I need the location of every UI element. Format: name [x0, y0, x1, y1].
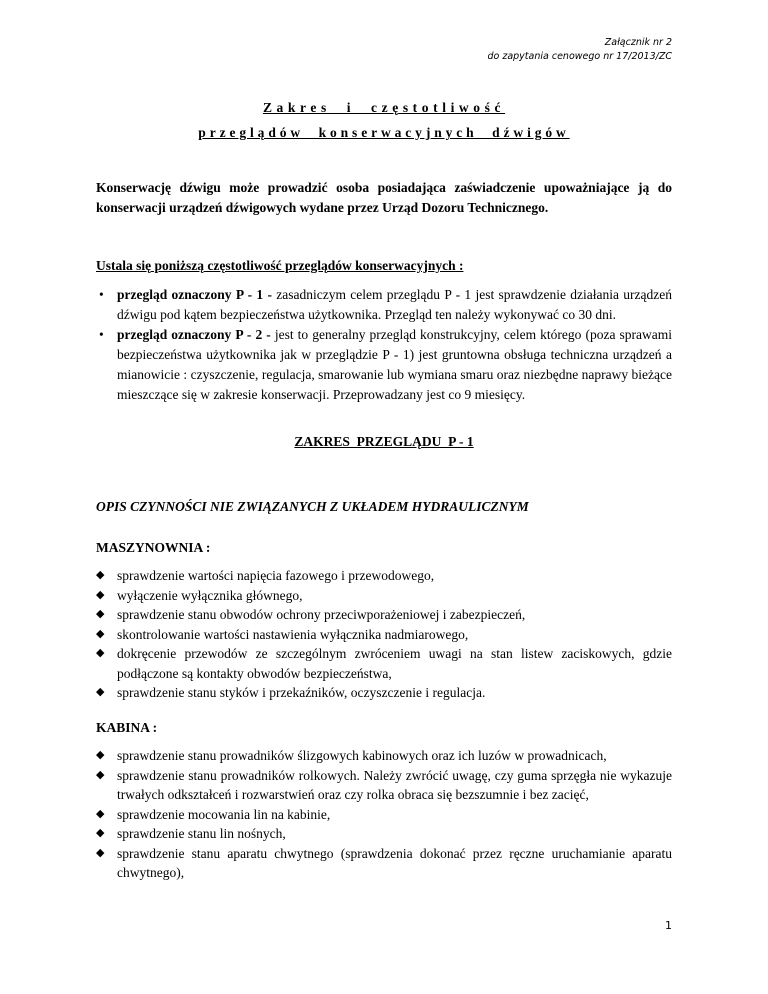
- list-item-text: sprawdzenie stanu prowadników rolkowych. Należy zwrócić uwagę, czy guma sprzęgła nie wykazuje trwałych odkształceń i rozwarstwień oraz czy rolka obraca się bezszumnie i bez zacięć,: [117, 767, 672, 802]
- kabina-heading: KABINA :: [96, 720, 158, 735]
- list-item: [96, 566, 672, 586]
- list-item-text: sprawdzenie stanu obwodów ochrony przeciwporażeniowej i zabezpieczeń,: [117, 607, 526, 622]
- document-title-line2: przeglądów konserwacyjnych dźwigów: [198, 125, 570, 140]
- list-item: [96, 625, 672, 645]
- list-item: [96, 766, 672, 805]
- bullet-icon: •: [99, 327, 104, 342]
- list-item-text: sprawdzenie wartości napięcia fazowego i przewodowego,: [117, 568, 435, 583]
- bullet-icon: •: [99, 287, 104, 302]
- list-item: [96, 844, 672, 883]
- frequency-heading: Ustala się poniższą częstotliwość przeglądów konserwacyjnych :: [96, 258, 464, 273]
- list-item-text: sprawdzenie stanu prowadników ślizgowych kabinowych oraz ich luzów w prowadnicach,: [117, 748, 607, 763]
- list-item-text: sprawdzenie stanu aparatu chwytnego (sprawdzenia dokonać przez ręczne uruchamianie aparatu chwytnego),: [117, 845, 672, 880]
- opis-heading: OPIS CZYNNOŚCI NIE ZWIĄZANYCH Z UKŁADEM HYDRAULICZNYM: [96, 499, 529, 514]
- diamond-bullet-icon: ◆: [96, 647, 105, 659]
- list-item-text: wyłączenie wyłącznika głównego,: [117, 587, 303, 603]
- attachment-note: [272, 36, 672, 64]
- list-item: [96, 683, 672, 703]
- diamond-bullet-icon: ◆: [96, 807, 105, 820]
- section-title: ZAKRES PRZEGLĄDU P - 1: [294, 434, 474, 449]
- list-item-text: skontrolowanie wartości nastawienia wyłącznika nadmiarowego,: [117, 626, 469, 642]
- list-item-text: dokręcenie przewodów ze szczególnym zwróceniem uwagi na stan listew zaciskowych, gdzie podłączone są kontakty obwodów bezpieczeństwa,: [117, 646, 672, 681]
- diamond-bullet-icon: ◆: [96, 749, 105, 761]
- list-item: [96, 605, 672, 625]
- frequency-item-label: przegląd oznaczony P - 2 -: [117, 327, 271, 342]
- list-item: [96, 586, 672, 606]
- list-item: [96, 824, 672, 844]
- list-item: [96, 746, 672, 766]
- frequency-item-label: przegląd oznaczony P - 1 -: [117, 287, 272, 302]
- document-title-line1: Zakres i częstotliwość: [262, 100, 506, 115]
- diamond-bullet-icon: ◆: [96, 569, 105, 581]
- diamond-bullet-icon: ◆: [96, 768, 105, 781]
- diamond-bullet-icon: ◆: [96, 608, 105, 620]
- maszynownia-list: [96, 566, 672, 703]
- diamond-bullet-icon: ◆: [96, 686, 105, 698]
- list-item: [96, 285, 672, 325]
- list-item: [96, 325, 672, 405]
- maszynownia-heading: MASZYNOWNIA :: [96, 540, 211, 555]
- list-item: [96, 644, 672, 683]
- intro-paragraph: Konserwację dźwigu może prowadzić osoba posiadająca zaświadczenie upoważniające ją do konserwacji urządzeń dźwigowych wydane przez Urząd Dozoru Technicznego.: [96, 180, 672, 215]
- diamond-bullet-icon: ◆: [96, 627, 105, 640]
- attachment-note-line1: Załącznik nr 2: [604, 37, 672, 48]
- diamond-bullet-icon: ◆: [96, 827, 105, 839]
- list-item-text: sprawdzenie mocowania lin na kabinie,: [117, 806, 331, 822]
- kabina-list: [96, 746, 672, 883]
- list-item: [96, 805, 672, 825]
- diamond-bullet-icon: ◆: [96, 846, 105, 859]
- page-number: 1: [665, 919, 672, 932]
- list-item-text: sprawdzenie stanu styków i przekaźników, oczyszczenie i regulacja.: [117, 685, 486, 700]
- attachment-note-line2: do zapytania cenowego nr 17/2013/ZC: [487, 51, 672, 62]
- frequency-item-text: jest to generalny przegląd konstrukcyjny, celem którego (poza sprawami bezpieczeństwa użytkownika jak w przeglądzie P - 1) jest gruntowna obsługa techniczna urządzeń a mianowicie : czyszczenie, regulacja, smarowanie lub wymiana smaru oraz niezbędne naprawy bieżące mieszczące się w zakresie konserwacji. Przeprowadzany jest co 9 miesięcy.: [117, 327, 672, 402]
- frequency-list: [96, 285, 672, 405]
- list-item-text: sprawdzenie stanu lin nośnych,: [117, 826, 286, 841]
- diamond-bullet-icon: ◆: [96, 588, 105, 601]
- frequency-item-text: zasadniczym celem przeglądu P - 1 jest sprawdzenie działania urządzeń dźwigu pod kątem bezpieczeństwa użytkownika. Przegląd ten należy wykonywać co 30 dni.: [117, 287, 672, 322]
